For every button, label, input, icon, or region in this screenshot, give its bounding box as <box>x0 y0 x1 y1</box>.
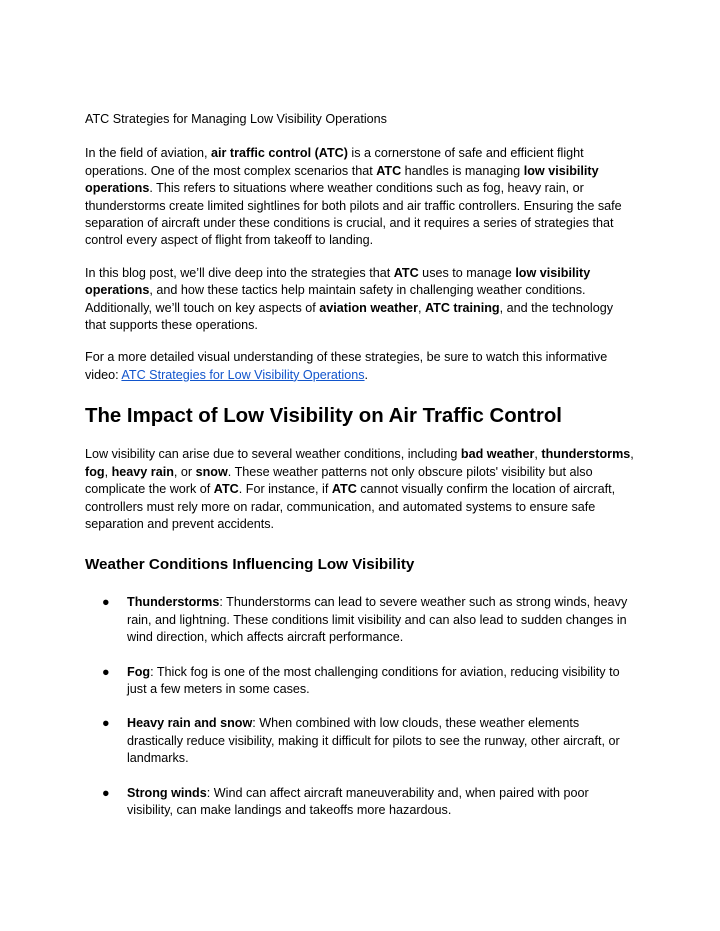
bold-term: low visibility operations <box>85 163 599 196</box>
bold-term: air traffic control (ATC) <box>211 146 348 161</box>
text-run: Low visibility can arise due to several weather conditions, including <box>85 447 461 462</box>
text-run: uses to manage <box>418 265 516 280</box>
bold-term: ATC <box>331 482 357 497</box>
list-item-term: Heavy rain and snow <box>127 716 253 731</box>
bold-term: fog <box>85 464 105 479</box>
bold-term: ATC training <box>424 300 500 315</box>
text-run: In the field of aviation, <box>85 146 212 161</box>
text-run: . These weather patterns not only obscure pilots' visibility but also complicate the work of <box>85 464 593 497</box>
text-run: is a cornerstone of safe and efficient flight operations. One of the most complex scenarios that <box>85 146 584 178</box>
list-item-text: : Thunderstorms can lead to severe weather such as strong winds, heavy rain, and lightning. These conditions limit visibility and can also lead to sudden changes in wind direction, which affects aircraft performance. <box>127 595 628 645</box>
bullet-icon: ● <box>102 716 110 731</box>
weather-conditions-list <box>85 594 637 819</box>
bold-term: ATC <box>213 482 239 497</box>
list-item <box>85 594 637 646</box>
impact-paragraph <box>85 446 637 533</box>
text-run: , <box>534 447 542 462</box>
video-link[interactable]: ATC Strategies for Low Visibility Operations <box>121 367 365 382</box>
text-run: For a more detailed visual understanding of these strategies, be sure to watch this informative video: <box>85 350 608 382</box>
list-item-term: Thunderstorms <box>127 595 220 610</box>
intro-paragraph-3 <box>85 349 637 384</box>
bullet-icon: ● <box>102 785 110 800</box>
list-item-text: : Thick fog is one of the most challenging conditions for aviation, reducing visibility to just a few meters in some cases. <box>127 664 620 696</box>
text-run: . This refers to situations where weather conditions such as fog, heavy rain, or thunderstorms create limited sightlines for both pilots and air traffic controllers. Ensuring the safe separation of aircraft under these conditions is crucial, and it requires a series of strategies that control every aspect of flight from takeoff to landing. <box>85 181 622 248</box>
text-run: , <box>104 464 112 479</box>
bold-term: heavy rain <box>111 464 174 479</box>
bold-term: snow <box>195 464 228 479</box>
text-run: . <box>364 367 369 382</box>
text-run: , <box>417 300 425 315</box>
bold-term: thunderstorms <box>541 447 631 462</box>
bullet-icon: ● <box>102 664 110 679</box>
bold-term: ATC <box>393 265 419 280</box>
list-item-text: : When combined with low clouds, these weather elements drastically reduce visibility, making it difficult for pilots to see the runway, other aircraft, or landmarks. <box>127 716 620 766</box>
document-title: ATC Strategies for Managing Low Visibility Operations <box>85 112 387 126</box>
intro-paragraph-2 <box>85 265 637 335</box>
bullet-icon: ● <box>102 595 110 610</box>
text-run: In this blog post, we’ll dive deep into the strategies that <box>85 265 394 280</box>
bold-term: aviation weather <box>319 300 418 315</box>
list-item-text: : Wind can affect aircraft maneuverability and, when paired with poor visibility, can make landings and takeoffs more hazardous. <box>127 785 589 817</box>
list-item <box>85 785 637 820</box>
bold-term: bad weather <box>460 447 535 462</box>
text-run: cannot visually confirm the location of aircraft, controllers must rely more on radar, communication, and automated systems to ensure safe separation and prevent accidents. <box>85 482 616 531</box>
text-run: , and the technology that supports these operations. <box>85 300 614 333</box>
intro-paragraph-1 <box>85 145 637 249</box>
list-item-term: Strong winds <box>127 785 207 800</box>
text-run: . For instance, if <box>238 482 332 497</box>
list-item <box>85 715 637 767</box>
text-run: , and how these tactics help maintain safety in challenging weather conditions. Additionally, we’ll touch on key aspects of <box>85 283 586 315</box>
subsection-heading-weather: Weather Conditions Influencing Low Visibility <box>85 556 415 574</box>
list-item <box>85 664 637 699</box>
section-heading-impact: The Impact of Low Visibility on Air Traffic Control <box>85 405 562 428</box>
document-page <box>85 111 637 836</box>
text-run: , <box>630 447 634 462</box>
bold-term: ATC <box>376 163 402 178</box>
bold-term: low visibility operations <box>85 265 591 298</box>
text-run: , or <box>173 464 196 479</box>
list-item-term: Fog <box>127 664 151 679</box>
text-run: handles is managing <box>401 163 524 178</box>
